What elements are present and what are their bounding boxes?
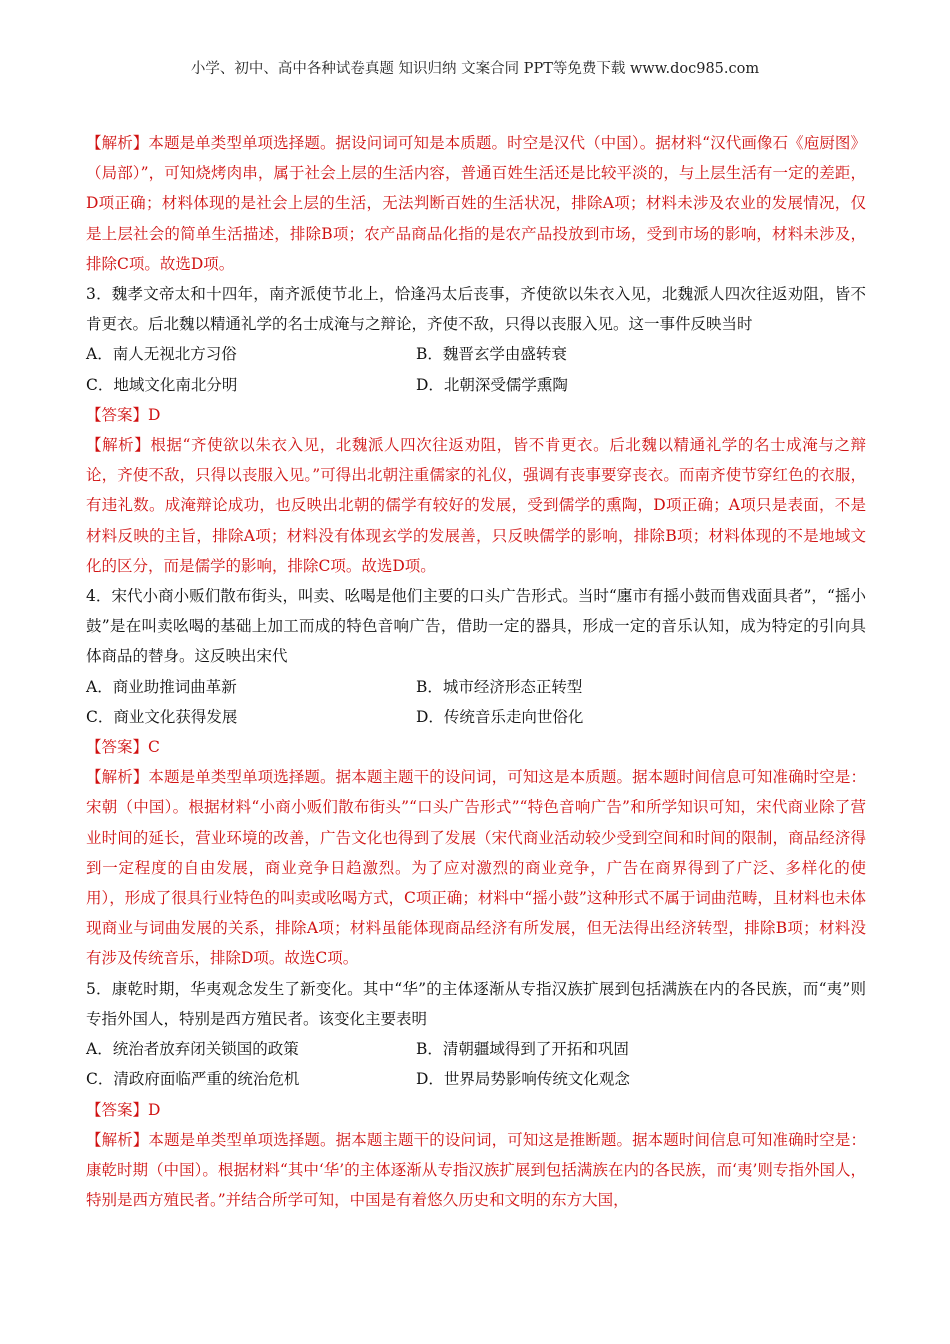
q3-answer: 【答案】D (86, 405, 161, 424)
q3-analysis: 【解析】根据“齐使欲以朱衣入见，北魏派人四次往返劝阻，皆不肯更衣。后北魏以精通礼学的名士成淹与之辩论，齐使不敌，只得以丧服入见。”可得出北朝注重儒家的礼仪，强调有丧事要穿丧衣。而南齐使节穿红色的衣服，有违礼数。成淹辩论成功，也反映出北朝的儒学有较好的发展，受到儒学的熏陶，D项正确；A项只是表面，不是材料反映的主旨，排除A项；材料没有体现玄学的发展善，只反映儒学的影响，排除B项；材料体现的不是地域文化的区分，而是儒学的影响，排除C项。故选D项。 (86, 436, 866, 575)
q5-option-c: C．清政府面临严重的统治危机 (86, 1070, 300, 1089)
q3-options (86, 339, 866, 399)
q5-option-d: D．世界局势影响传统文化观念 (416, 1070, 630, 1089)
q3-option-c: C．地域文化南北分明 (86, 375, 238, 394)
q4-option-c: C．商业文化获得发展 (86, 707, 238, 726)
q5-options (86, 1034, 866, 1094)
q5-option-b: B．清朝疆域得到了开拓和巩固 (416, 1040, 629, 1059)
q3-option-a: A．南人无视北方习俗 (86, 345, 237, 364)
q3-option-b: B．魏晋玄学由盛转衰 (416, 345, 567, 364)
q5-answer: 【答案】D (86, 1100, 161, 1119)
q4-option-a: A．商业助推词曲革新 (86, 677, 237, 696)
document-body (86, 128, 866, 1215)
q4-answer: 【答案】C (86, 738, 160, 757)
q4-option-b: B．城市经济形态正转型 (416, 677, 583, 696)
q4-stem: 4．宋代小商小贩们散布街头，叫卖、吆喝是他们主要的口头广告形式。当时“廛市有摇小鼓而售戏面具者”，“摇小鼓”是在叫卖吆喝的基础上加工而成的特色音响广告，借助一定的器具，形成一定的音乐认知，成为特定的引向具体商品的替身。这反映出宋代 (86, 587, 866, 666)
q4-analysis: 【解析】本题是单类型单项选择题。据本题主题干的设问词，可知这是本质题。据本题时间信息可知准确时空是：宋朝（中国）。根据材料“小商小贩们散布街头”“口头广告形式”“特色音响广告”和所学知识可知，宋代商业除了营业时间的延长，营业环境的改善，广告文化也得到了发展（宋代商业活动较少受到空间和时间的限制，商品经济得到一定程度的自由发展，商业竞争日趋激烈。为了应对激烈的商业竞争，广告在商界得到了广泛、多样化的使用），形成了很具行业特色的叫卖或吆喝方式，C项正确；材料中“摇小鼓”这种形式不属于词曲范畴，且材料也未体现商业与词曲发展的关系，排除A项；材料虽能体现商品经济有所发展，但无法得出经济转型，排除B项；材料没有涉及传统音乐，排除D项。故选C项。 (86, 768, 866, 968)
q4-option-d: D．传统音乐走向世俗化 (416, 707, 584, 726)
q5-option-a: A．统治者放弃闭关锁国的政策 (86, 1040, 299, 1059)
page-header: 小学、初中、高中各种试卷真题 知识归纳 文案合同 PPT等免费下载 www.doc985.com (190, 61, 760, 77)
q3-option-d: D．北朝深受儒学熏陶 (416, 375, 568, 394)
q2-analysis: 【解析】本题是单类型单项选择题。据设问词可知是本质题。时空是汉代（中国）。据材料“汉代画像石《庖厨图》（局部）”，可知烧烤肉串，属于社会上层的生活内容，普通百姓生活还是比较平淡的，与上层生活有一定的差距，D项正确；材料体现的是社会上层的生活，无法判断百姓的生活状况，排除A项；材料未涉及农业的发展情况，仅是上层社会的简单生活描述，排除B项；农产品商品化指的是农产品投放到市场，受到市场的影响，材料未涉及，排除C项。故选D项。 (86, 134, 866, 273)
q3-stem: 3．魏孝文帝太和十四年，南齐派使节北上，恰逢冯太后丧事，齐使欲以朱衣入见，北魏派人四次往返劝阻，皆不肯更衣。后北魏以精通礼学的名士成淹与之辩论，齐使不敌，只得以丧服入见。这一事件反映当时 (86, 285, 866, 334)
q5-stem: 5．康乾时期，华夷观念发生了新变化。其中“华”的主体逐渐从专指汉族扩展到包括满族在内的各民族，而“夷”则专指外国人，特别是西方殖民者。该变化主要表明 (86, 979, 866, 1028)
q5-analysis: 【解析】本题是单类型单项选择题。据本题主题干的设问词，可知这是推断题。据本题时间信息可知准确时空是：康乾时期（中国）。根据材料“其中‘华’的主体逐渐从专指汉族扩展到包括满族在内的各民族，而‘夷’则专指外国人，特别是西方殖民者。”并结合所学可知，中国是有着悠久历史和文明的东方大国， (86, 1130, 866, 1210)
q4-options (86, 672, 866, 732)
